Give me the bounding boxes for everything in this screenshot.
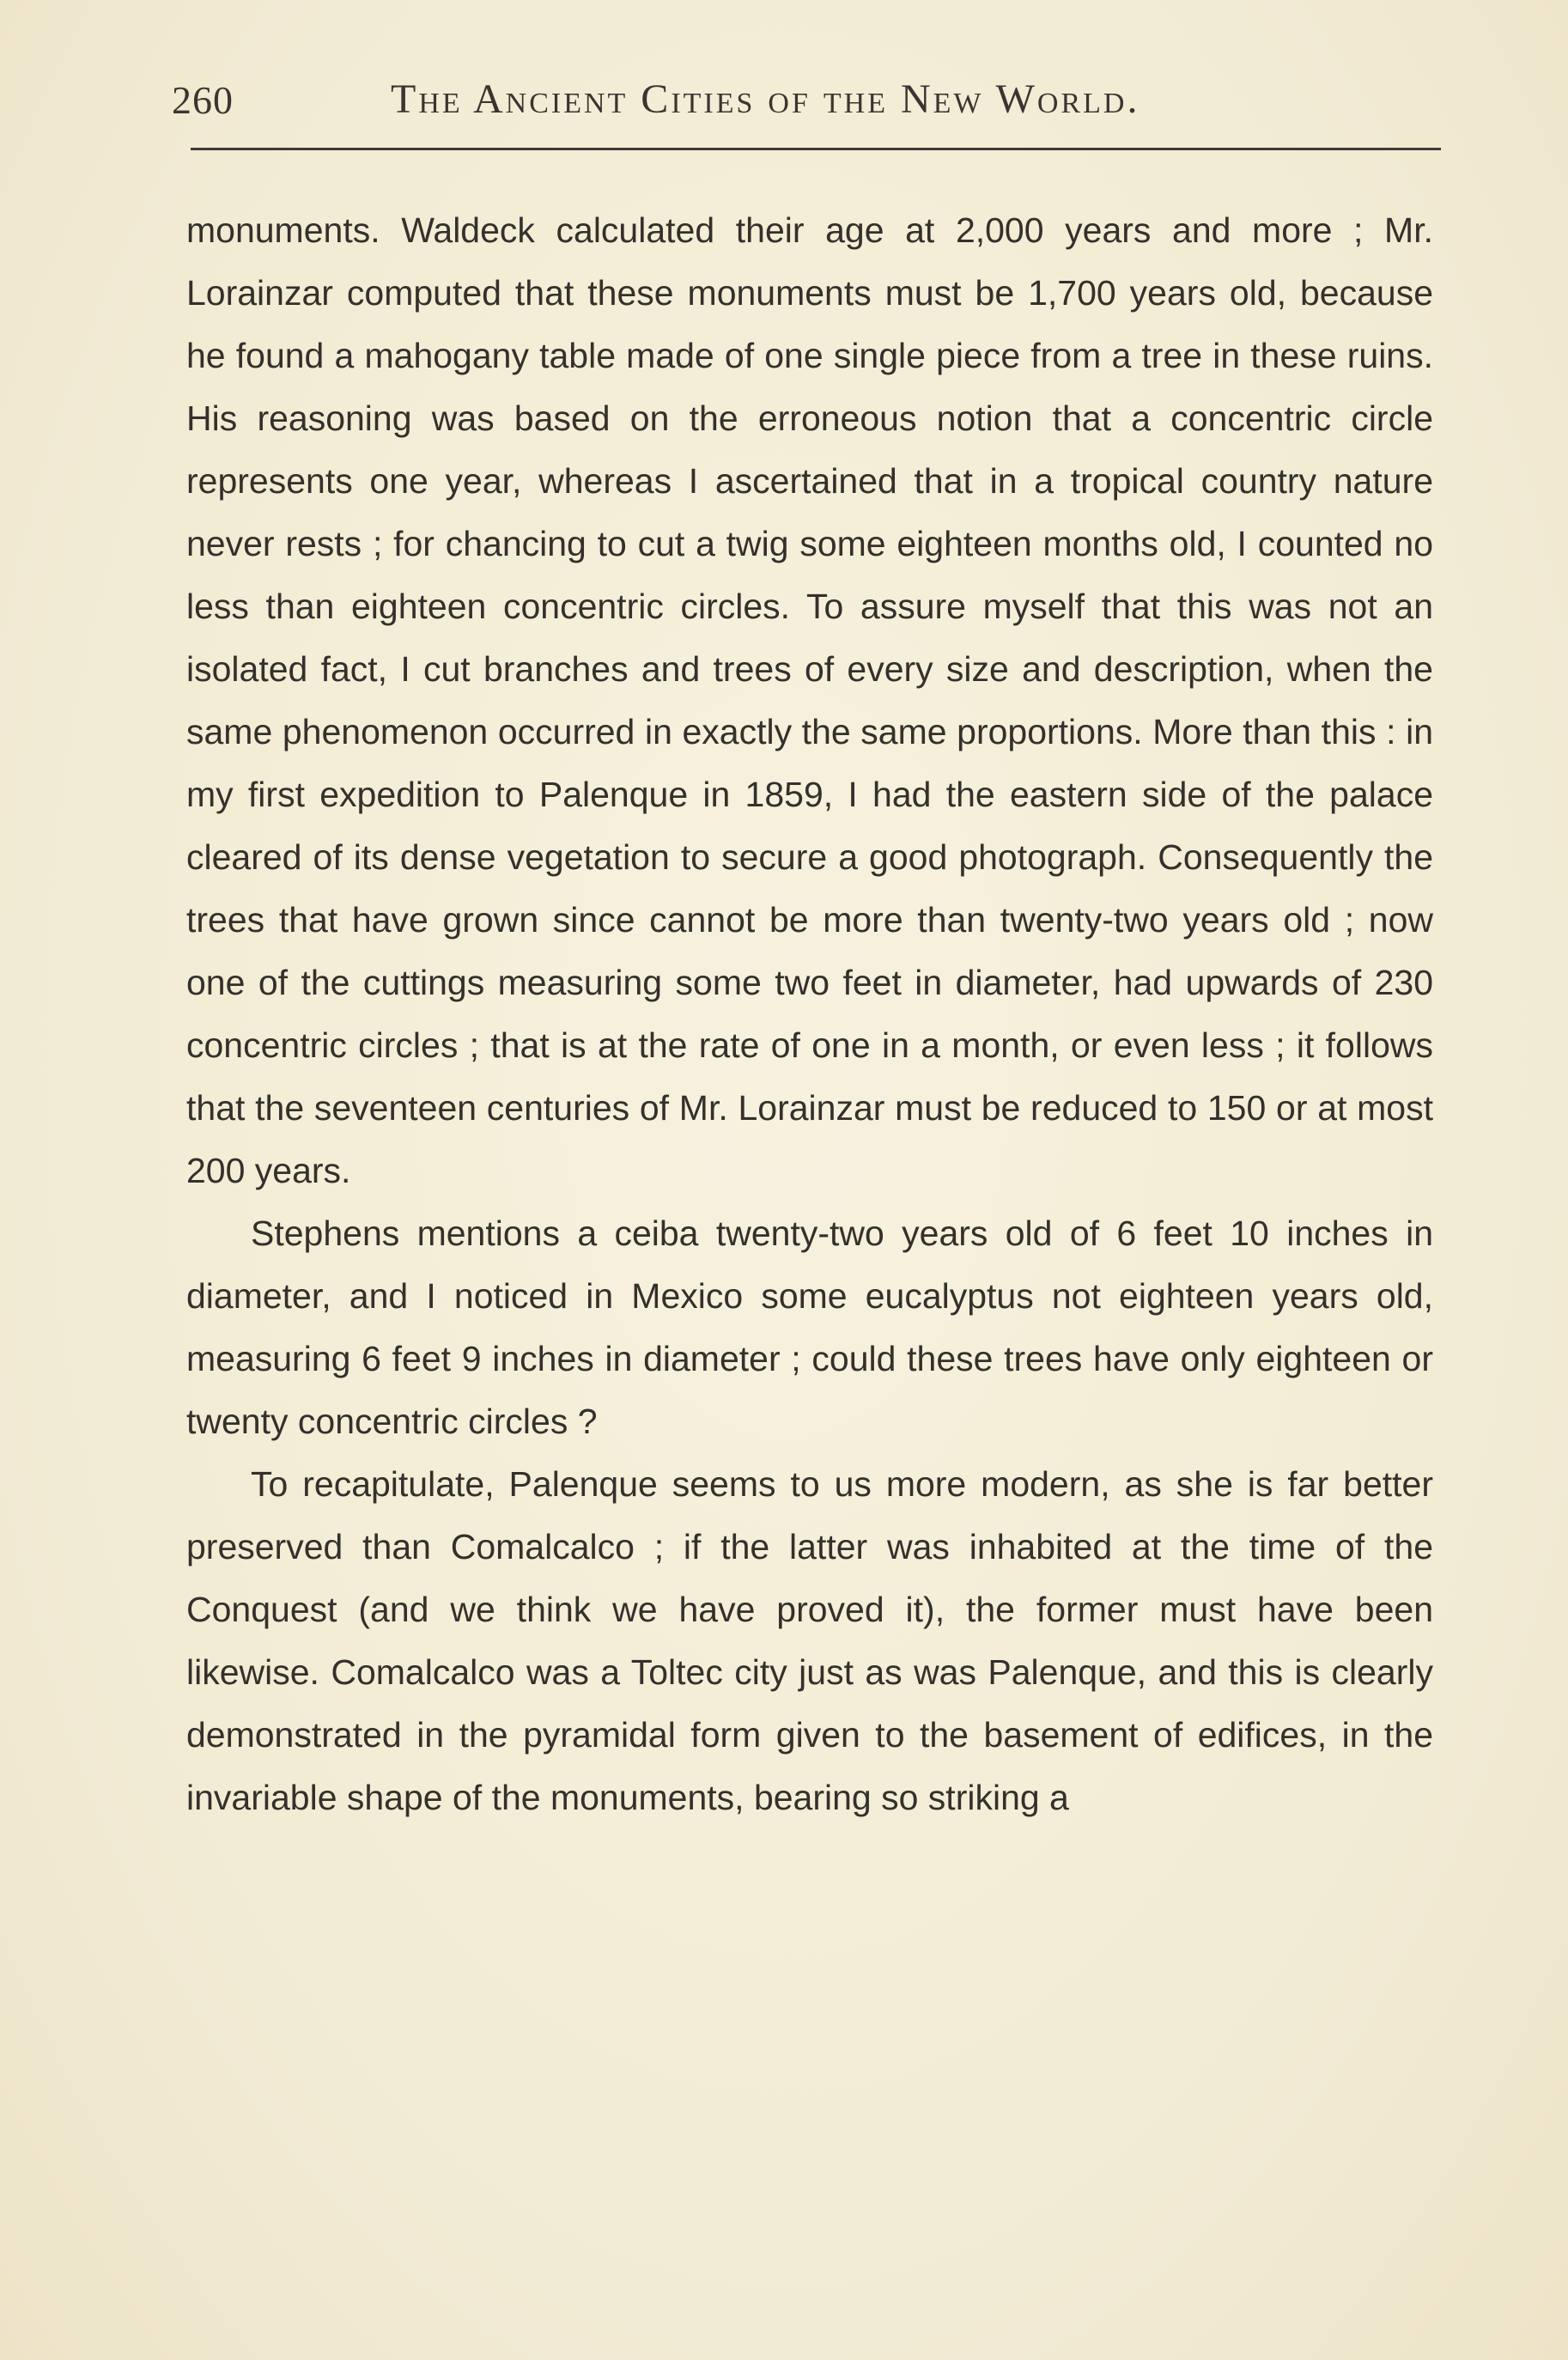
- paragraph-continuation: monuments. Waldeck calculated their age at 2,000 years and more ; Mr. Lorainzar computed that these monuments must be 1,700 years old, because he found a mahogany table made of one single piece from a tree in these ruins. His reasoning was based on the erroneous notion that a concentric circle represents one year, whereas I ascertained that in a tropical country nature never rests ; for chancing to cut a twig some eighteen months old, I counted no less than eighteen concentric circles. To assure myself that this was not an isolated fact, I cut branches and trees of every size and description, when the same phenomenon occurred in exactly the same proportions. More than this : in my first expedition to Palenque in 1859, I had the eastern side of the palace cleared of its dense vegetation to secure a good photograph. Consequently the trees that have grown since cannot be more than twenty-two years old ; now one of the cuttings measuring some two feet in diameter, had upwards of 230 concentric circles ; that is at the rate of one in a month, or even less ; it follows that the seventeen centuries of Mr. Lorainzar must be reduced to 150 or at most 200 years.: [186, 210, 1433, 1190]
- body-text: [186, 199, 1433, 1829]
- running-title: The Ancient Cities of the New World.: [391, 76, 1140, 122]
- paragraph-stephens: Stephens mentions a ceiba twenty-two years old of 6 feet 10 inches in diameter, and I noticed in Mexico some eucalyptus not eighteen years old, measuring 6 feet 9 inches in diameter ; could these trees have only eighteen or twenty concentric circles ?: [186, 1213, 1433, 1441]
- page-number: 260: [172, 78, 234, 122]
- header-rule: [191, 148, 1441, 150]
- running-header: [172, 70, 1443, 131]
- paragraph-recapitulate: To recapitulate, Palenque seems to us more modern, as she is far better preserved than Comalcalco ; if the latter was inhabited at the time of the Conquest (and we think we have proved it), the former must have been likewise. Comalcalco was a Toltec city just as was Palenque, and this is clearly demonstrated in the pyramidal form given to the basement of edifices, in the invariable shape of the monuments, bearing so striking a: [186, 1464, 1433, 1817]
